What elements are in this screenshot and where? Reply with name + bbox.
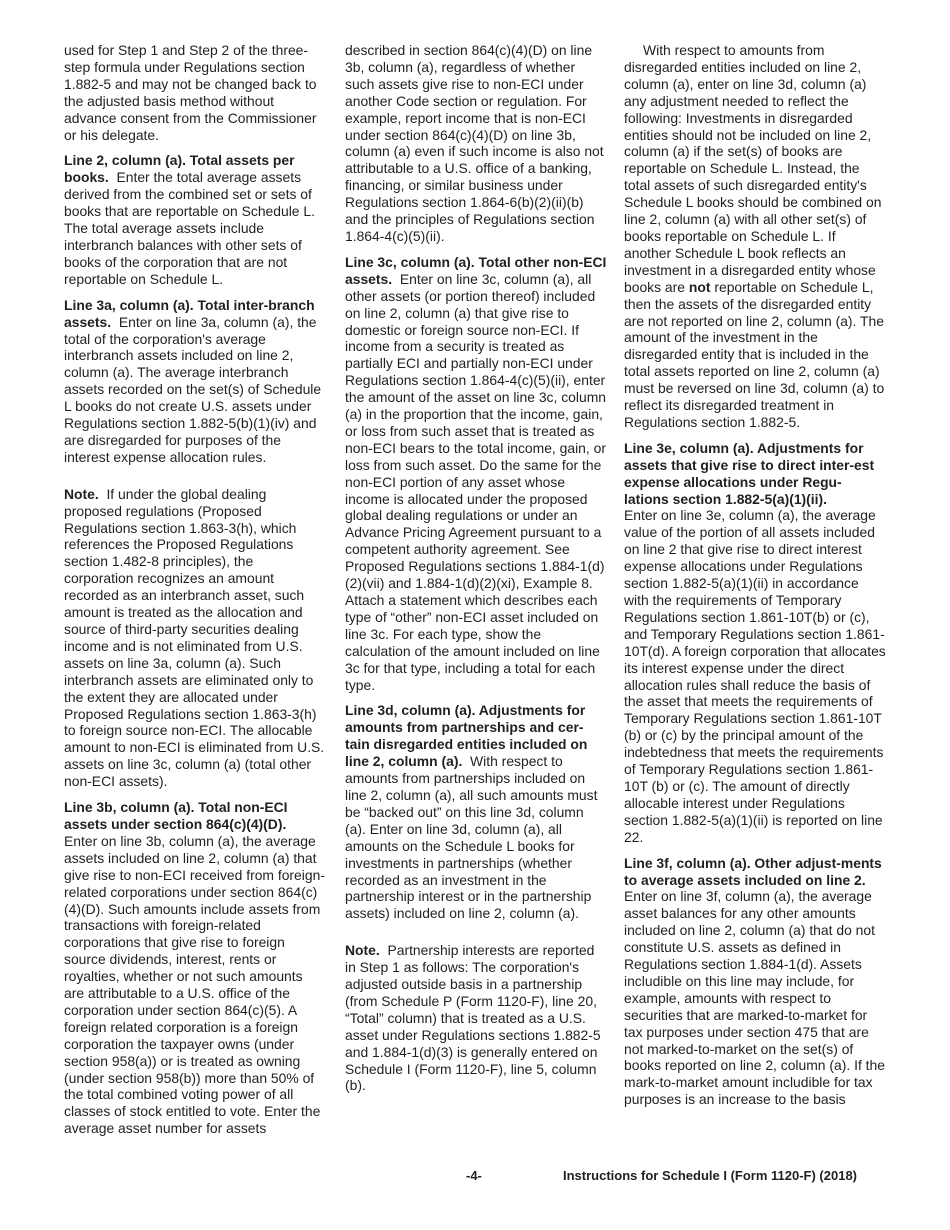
disregarded-text-a: With respect to amounts from disregarded entities included on line 2, column (a), enter on line 3d, column (a) any adjustment needed to reflect the following: Investments in disregarded entities should not be included on line 2, column (a) if the set(s) of books are reportable on Schedule L. Instead, the total assets of such disregarded entity's Schedule L books should be combined on line 2, column (a) with all other set(s) of books reportable on Schedule L. If another Schedule L book reflects an investment in a disregarded entity whose books are <box>624 42 882 295</box>
line2-heading: Line 2, column (a). Total assets per books. <box>64 152 295 186</box>
paragraph-line3e <box>624 440 886 846</box>
paragraph-line3d <box>345 702 607 922</box>
line3d-text: With respect to amounts from partnerships included on line 2, column (a), all such amounts must be “backed out” on this line 3d, column (a). Enter on line 3d, column (a), all amounts on the Schedule L books for investments in partnerships (whether recorded as an investment in the partnership interest or in the partnership assets) included on line 2, column (a). <box>345 753 598 922</box>
line3a-text: Enter on line 3a, column (a), the total of the corporation's average interbranch assets included on line 2, column (a). The average interbranch assets recorded on the set(s) of Schedule L books do not create U.S. assets under Regulations section 1.882-5(b)(1)(iv) and are disregarded for purposes of the interest expense allocation rules. <box>64 313 322 465</box>
line3e-text: Enter on line 3e, column (a), the average value of the portion of all assets included on line 2 that give rise to direct interest expense allocations under Regulations section 1.882-5(a)(1)(ii) in accordance with the requirements of Temporary Regulations section 1.861-10T(b) or (c), and Temporary Regulations section 1.861-10T(d). A foreign corporation that allocates its interest expense under the direct allocation rules shall reduce the basis of the asset that meets the requirements of Temporary Regulations section 1.861-10T (b) or (c) by the principal amount of the indebtedness that meets the requirements of Temporary Regulations section 1.861-10T (b) or (c). The amount of directly allocable interest under Regulations section 1.882-5(a)(1)(ii) is reported on line 22. <box>624 507 886 845</box>
disregarded-text-b: reportable on Schedule L, then the assets of the disregarded entity are not reported on line 2, column (a). The amount of the investment in the disregarded entity that is included in the total assets reported on line 2, column (a) must be reversed on line 3d, column (a) to reflect its disregarded treatment in Regulations section 1.882-5. <box>624 278 885 430</box>
paragraph-line3a <box>64 297 326 466</box>
form-title: Instructions for Schedule I (Form 1120-F) (2018) <box>563 1168 858 1183</box>
note-heading: Note. <box>345 942 380 959</box>
line3b-heading: Line 3b, column (a). Total non-ECI assets under section 864(c)(4)(D). <box>64 799 288 832</box>
note-heading: Note. <box>64 485 99 502</box>
paragraph-note-interbranch <box>64 486 326 790</box>
paragraph-note-partnership <box>345 942 607 1094</box>
paragraph-line2 <box>64 152 326 287</box>
paragraph-line3c <box>345 254 607 694</box>
note-text: If under the global dealing proposed regulations (Proposed Regulations section 1.863-3(h), which references the Proposed Regulations section 1.482-8 principles), the corporation recognizes an amount recorded as an interbranch asset, such amount is treated as the allocation and source of third-party securities dealing income and is not eliminated from U.S. assets on line 3a, column (a). Such interbranch assets are eliminated only to the extent they are allocated under Proposed Regulations section 1.863-3(h) to foreign source non-ECI. The allocable amount to non-ECI is eliminated from U.S. assets on line 3c, column (a) (total other non-ECI assets). <box>64 485 325 790</box>
paragraph-line3b-continued: described in section 864(c)(4)(D) on line 3b, column (a), regardless of whether such assets give rise to non-ECI under another Code section or regulation. For example, report income that is non-ECI under section 864(c)(4)(D) on line 3b, column (a) even if such income is also not attributable to a U.S. office of a banking, financing, or similar business under Regulations section 1.864-6(b)(2)(ii)(b) and the principles of Regulations section 1.864-4(c)(5)(ii). <box>345 42 604 244</box>
page-number: -4- <box>466 1168 482 1183</box>
line3d-heading: Line 3d, column (a). Adjustments for amounts from partnerships and cer-tain disregarded entities included on line 2, column (a). <box>345 702 588 770</box>
paragraph-line3b <box>64 799 326 1137</box>
line3c-heading: Line 3c, column (a). Total other non-ECI assets. <box>345 253 607 287</box>
text-column-3 <box>624 42 886 1117</box>
line2-text: Enter the total average assets derived from the combined set or sets of books that are reportable on Schedule L. The total average assets include interbranch balances with other sets of books of the corporation that are not reportable on Schedule L. <box>64 169 315 287</box>
text-column-1 <box>64 42 326 1146</box>
line3a-heading: Line 3a, column (a). Total inter-branch assets. <box>64 296 315 330</box>
paragraph-line3f <box>624 855 886 1109</box>
text-column-2 <box>345 42 607 1103</box>
note-text: Partnership interests are reported in Step 1 as follows: The corporation's adjusted outside basis in a partnership (from Schedule P (Form 1120-F), line 20, “Total” column) that is treated as a U.S. asset under Regulations sections 1.882-5 and 1.884-1(d)(3) is generally entered on Schedule I (Form 1120-F), line 5, column (b). <box>345 942 601 1094</box>
line3e-heading: Line 3e, column (a). Adjustments for assets that give rise to direct inter-est expense allocations under Regu-lations section 1.882-5(a)(1)(ii). <box>624 439 875 507</box>
paragraph-disregarded-entities <box>624 42 886 431</box>
paragraph-intro: used for Step 1 and Step 2 of the three-step formula under Regulations section 1.882-5 and may not be changed back to the adjusted basis method without advance consent from the Commissioner or his delegate. <box>64 42 317 143</box>
emphasis-not: not <box>688 278 711 295</box>
line3f-text: Enter on line 3f, column (a), the average asset balances for any other amounts included on line 2, column (a) that do not constitute U.S. assets as defined in Regulations section 1.884-1(d). Assets includible on this line may include, for example, amounts with respect to securities that are marked-to-market for tax purposes under section 475 that are not marked-to-market on the set(s) of books reported on line 2, column (a). If the mark-to-market amount includible for tax purposes is an increase to the basis <box>624 888 885 1108</box>
line3f-heading: Line 3f, column (a). Other adjust-ments to average assets included on line 2. <box>624 854 882 888</box>
line3c-text: Enter on line 3c, column (a), all other assets (or portion thereof) included on line 2, column (a) that give rise to domestic or foreign source non-ECI. If income from a security is treated as partially ECI and partially non-ECI under Regulations section 1.864-4(c)(5)(ii), enter the amount of the asset on line 3c, column (a) in the proportion that the income, gain, or loss from such asset that is treated as non-ECI bears to the total income, gain, or loss from such asset. Do the same for the non-ECI portion of any asset whose income is allocated under the proposed global dealing regulations or under an Advance Pricing Agreement pursuant to a competent authority agreement. See Proposed Regulations sections 1.884-1(d)(2)(vii) and 1.884-1(d)(2)(xi), Example 8. Attach a statement which describes each type of “other” non-ECI asset included on line 3c. For each type, show the calculation of the amount included on line 3c for that type, including a total for each type. <box>345 270 606 693</box>
line3b-text: Enter on line 3b, column (a), the average assets included on line 2, column (a) that give rise to non-ECI received from foreign-related corporations under section 864(c)(4)(D). Such amounts include assets from transactions with foreign-related corporations that give rise to foreign source dividends, interest, rents or royalties, whether or not such amounts are attributable to a U.S. office of the corporation under section 864(c)(5). A foreign related corporation is a foreign corporation the taxpayer owns (under section 958(a)) or is treated as owning (under section 958(b)) more than 50% of the total combined voting power of all classes of stock entitled to vote. Enter the average asset number for assets <box>64 832 325 1137</box>
